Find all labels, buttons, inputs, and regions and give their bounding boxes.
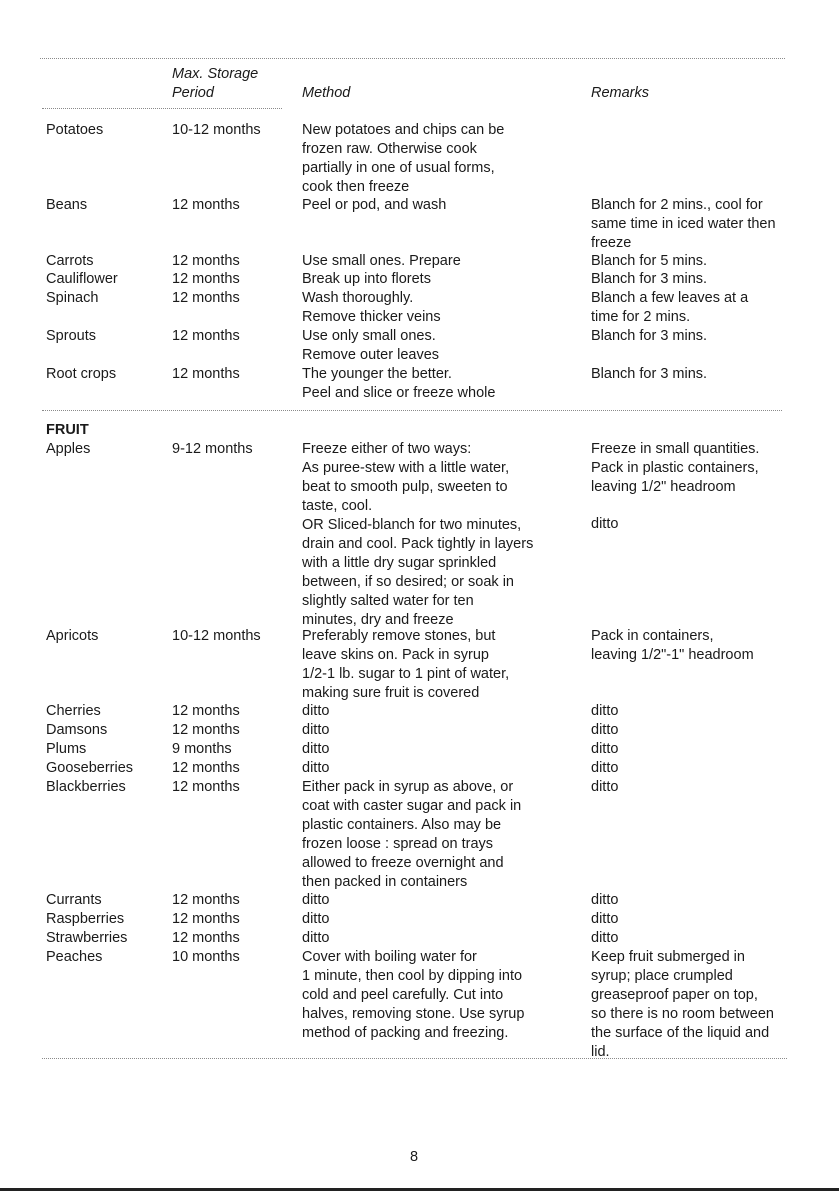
item-name: Cauliflower xyxy=(46,271,118,287)
item-name: Apricots xyxy=(46,628,99,644)
item-period: 12 months xyxy=(172,328,240,344)
item-method: Preferably remove stones, but leave skins on. Pack in syrup 1/2-1 lb. sugar to 1 pint of water, making sure fruit is covered xyxy=(302,628,510,701)
item-method: ditto xyxy=(302,703,330,719)
item-method: ditto xyxy=(302,760,330,776)
item-period: 12 months xyxy=(172,911,240,927)
item-period: 10-12 months xyxy=(172,122,261,138)
item-remarks: Freeze in small quantities. Pack in plastic containers, leaving 1/2" headroom xyxy=(591,441,760,495)
item-remarks: ditto xyxy=(591,892,619,908)
item-remarks: ditto xyxy=(591,911,619,927)
item-period: 12 months xyxy=(172,892,240,908)
item-name: Beans xyxy=(46,197,88,213)
item-name: Cherries xyxy=(46,703,101,719)
item-period: 12 months xyxy=(172,722,240,738)
item-period: 12 months xyxy=(172,760,240,776)
item-remarks: ditto xyxy=(591,779,619,795)
header-storage-period: Max. Storage Period xyxy=(172,66,259,101)
item-remarks: Blanch a few leaves at a time for 2 mins. xyxy=(591,290,749,325)
item-method: Freeze either of two ways: As puree-stew with a little water, beat to smooth pulp, sweeten to taste, cool. OR Sliced-blanch for two minutes, drain and cool. Pack tightly in layers with a little dry sugar sprinkled between, if so desired; or soak in slightly salted water for ten minutes, dry and freeze xyxy=(302,441,534,628)
item-period: 9 months xyxy=(172,741,232,757)
item-period: 12 months xyxy=(172,779,240,795)
item-name: Damsons xyxy=(46,722,108,738)
item-name: Carrots xyxy=(46,253,94,269)
item-name: Blackberries xyxy=(46,779,126,795)
item-method: ditto xyxy=(302,741,330,757)
item-period: 9-12 months xyxy=(172,441,253,457)
item-name: Currants xyxy=(46,892,102,908)
item-period: 12 months xyxy=(172,366,240,382)
item-period: 10-12 months xyxy=(172,628,261,644)
item-method: Wash thoroughly. Remove thicker veins xyxy=(302,290,441,325)
item-method: ditto xyxy=(302,930,330,946)
item-remarks: ditto xyxy=(591,760,619,776)
item-name: Root crops xyxy=(46,366,117,382)
item-remarks: ditto xyxy=(591,703,619,719)
item-method: Cover with boiling water for 1 minute, then cool by dipping into cold and peel carefully. Cut into halves, removing stone. Use syrup method of packing and freezing. xyxy=(302,949,525,1041)
item-method: Use only small ones. Remove outer leaves xyxy=(302,328,440,363)
item-name: Raspberries xyxy=(46,911,125,927)
item-remarks: Blanch for 3 mins. xyxy=(591,271,708,287)
item-remarks: ditto xyxy=(591,741,619,757)
item-method: Either pack in syrup as above, or coat with caster sugar and pack in plastic containers. Also may be frozen loose : spread on trays allowed to freeze overnight and then packed in containers xyxy=(302,779,522,890)
item-name: Sprouts xyxy=(46,328,96,344)
item-name: Strawberries xyxy=(46,930,128,946)
item-period: 12 months xyxy=(172,197,240,213)
item-method: Break up into florets xyxy=(302,271,431,287)
header-method: Method xyxy=(302,85,351,101)
page-number: 8 xyxy=(410,1149,419,1165)
item-method: ditto xyxy=(302,722,330,738)
item-remarks: Keep fruit submerged in syrup; place crumpled greaseproof paper on top, so there is no room between the surface of the liquid and lid. xyxy=(591,949,774,1060)
fruit-heading: FRUIT xyxy=(46,422,89,438)
item-period: 12 months xyxy=(172,271,240,287)
header-rule xyxy=(42,108,282,109)
item-remarks: ditto xyxy=(591,722,619,738)
item-period: 12 months xyxy=(172,253,240,269)
item-method: The younger the better. Peel and slice or freeze whole xyxy=(302,366,496,401)
item-name: Spinach xyxy=(46,290,99,306)
item-name: Peaches xyxy=(46,949,103,965)
item-name: Gooseberries xyxy=(46,760,134,776)
item-remarks: Blanch for 5 mins. xyxy=(591,253,708,269)
item-remarks: Blanch for 3 mins. xyxy=(591,366,708,382)
item-period: 12 months xyxy=(172,290,240,306)
item-remarks: ditto xyxy=(591,930,619,946)
item-method: Peel or pod, and wash xyxy=(302,197,447,213)
item-remarks: Blanch for 3 mins. xyxy=(591,328,708,344)
top-rule xyxy=(40,58,785,59)
item-period: 12 months xyxy=(172,703,240,719)
item-name: Potatoes xyxy=(46,122,104,138)
item-method: Use small ones. Prepare xyxy=(302,253,461,269)
item-period: 10 months xyxy=(172,949,240,965)
item-method: New potatoes and chips can be frozen raw. Otherwise cook partially in one of usual forms, cook then freeze xyxy=(302,122,505,195)
item-remarks-secondary: ditto xyxy=(591,516,619,532)
vegetables-end-rule xyxy=(42,410,782,411)
item-name: Apples xyxy=(46,441,91,457)
header-remarks: Remarks xyxy=(591,85,650,101)
item-method: ditto xyxy=(302,911,330,927)
item-method: ditto xyxy=(302,892,330,908)
item-name: Plums xyxy=(46,741,87,757)
item-remarks: Pack in containers, leaving 1/2"-1" headroom xyxy=(591,628,754,663)
item-period: 12 months xyxy=(172,930,240,946)
item-remarks: Blanch for 2 mins., cool for same time in iced water then freeze xyxy=(591,197,776,251)
